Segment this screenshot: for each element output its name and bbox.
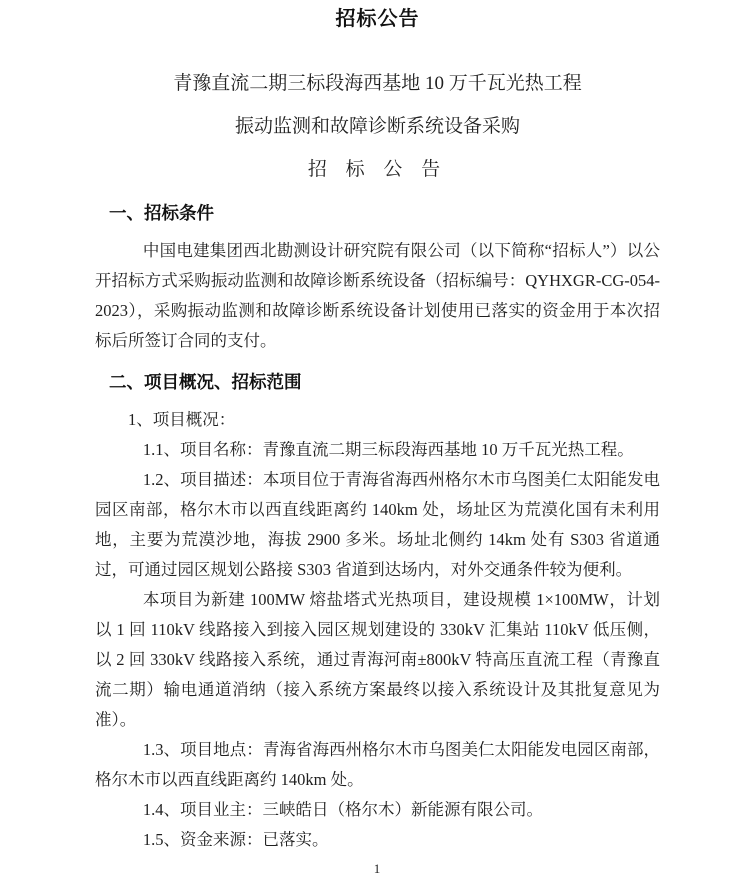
document-header-title: 招标公告 bbox=[335, 8, 420, 30]
section-2-heading: 二、项目概况、招标范围 bbox=[109, 372, 302, 392]
section-1-paragraph: 中国电建集团西北勘测设计研究院有限公司（以下简称“招标人”）以公开招标方式采购振动监测和故障诊断系统设备（招标编号：QYHXGR-CG-054-2023），采购振动监测和故障诊断系统设备计划使用已落实的资金用于本次招标后所签订合同的支付。 bbox=[95, 241, 660, 350]
project-title-line-1: 青豫直流二期三标段海西基地 10 万千瓦光热工程 bbox=[173, 73, 582, 94]
title-block bbox=[95, 62, 660, 191]
item-funding-source: 1.5、资金来源：已落实。 bbox=[142, 830, 329, 849]
item-project-location: 1.3、项目地点：青海省海西州格尔木市乌图美仁太阳能发电园区南部，格尔木市以西直线距离约 140km 处。 bbox=[95, 740, 660, 789]
item-project-owner: 1.4、项目业主：三峡皓日（格尔木）新能源有限公司。 bbox=[142, 800, 543, 819]
page-number: 1 bbox=[373, 861, 381, 876]
item-project-description-continued: 本项目为新建 100MW 熔盐塔式光热项目，建设规模 1×100MW，计划以 1 回 110kV 线路接入到接入园区规划建设的 330kV 汇集站 110kV 低压侧，以 2 回 330kV 线路接入系统，通过青海河南±800kV 特高压直流工程（青豫直流二期）输电通道消纳（接入系统方案最终以接入系统设计及其批复意见为准）。 bbox=[95, 590, 660, 729]
item-project-overview: 1、项目概况： bbox=[128, 410, 236, 429]
section-1-heading: 一、招标条件 bbox=[109, 203, 214, 223]
item-project-description: 1.2、项目描述：本项目位于青海省海西州格尔木市乌图美仁太阳能发电园区南部，格尔木市以西直线距离约 140km 处，场址区为荒漠化国有未利用地，主要为荒漠沙地，海拔 2900 多米。场址北侧约 14km 处有 S303 省道通过，可通过园区规划公路接 S303 省道到达场内，对外交通条件较为便利。 bbox=[95, 470, 660, 579]
item-project-name: 1.1、项目名称：青豫直流二期三标段海西基地 10 万千瓦光热工程。 bbox=[142, 440, 634, 459]
announcement-title: 招 标 公 告 bbox=[307, 159, 448, 180]
project-title-line-2: 振动监测和故障诊断系统设备采购 bbox=[234, 116, 520, 137]
